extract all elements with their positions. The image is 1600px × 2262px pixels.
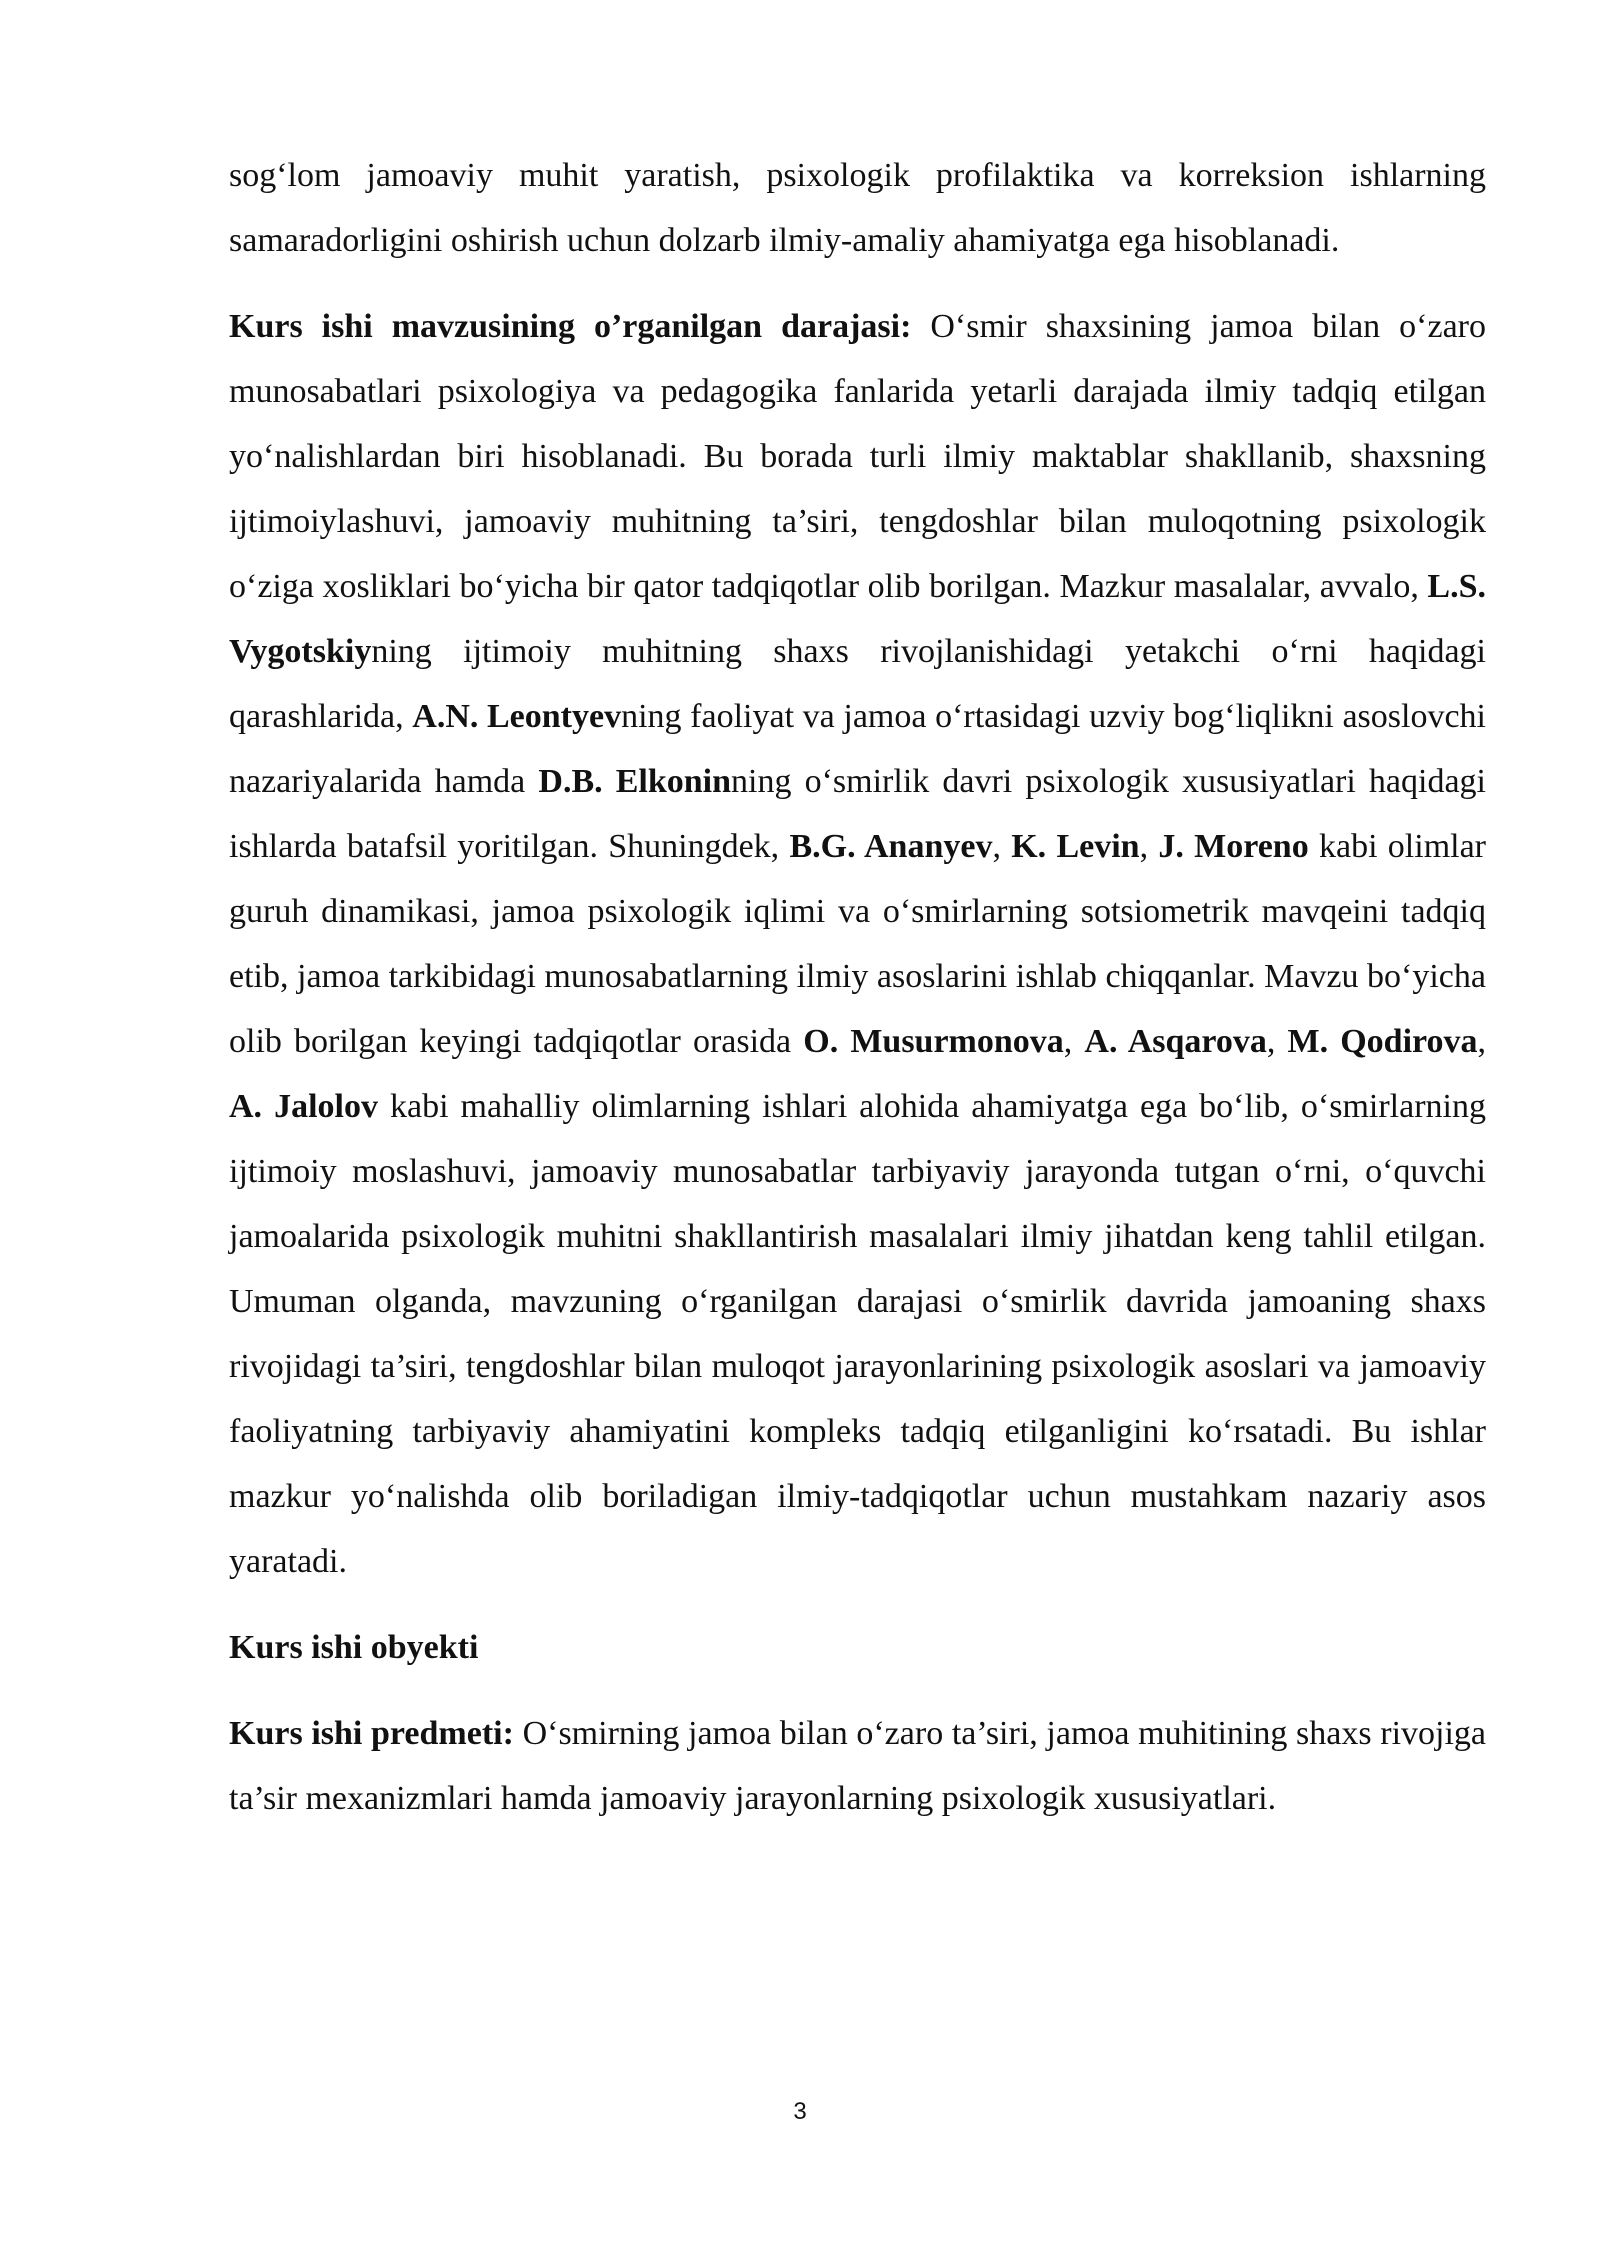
paragraph-text: ning faoliyat va jamoa o‘rtasidagi uzviy bog‘liqlikni asoslovchi nazariyalarida hamda <box>229 698 1486 800</box>
author-name: K. Levin <box>1011 828 1140 865</box>
author-name: D.B. Elkonin <box>538 763 732 800</box>
paragraph-text: O‘smirning jamoa bilan o‘zaro ta’siri, jamoa muhitining shaxs rivojiga ta’sir mexanizmlari hamda jamoaviy jarayonlarning psixologik xususiyatlari. <box>229 1715 1486 1817</box>
page-body <box>229 143 1486 1831</box>
paragraph-object <box>229 1615 1486 1680</box>
author-name: B.G. Ananyev <box>789 828 993 865</box>
separator: , <box>1063 1023 1085 1060</box>
paragraph-text: kabi mahalliy olimlarning ishlari alohida ahamiyatga ega bo‘lib, o‘smirlarning ijtimoiy moslashuvi, jamoaviy munosabatlar tarbiyaviy jarayonda tutgan o‘rni, o‘quvchi jamoalarida psixologik muhitni shakllantirish masalalari ilmiy jihatdan keng tahlil etilgan. Umuman olganda, mavzuning o‘rganilgan darajasi o‘smirlik davrida jamoaning shaxs rivojidagi ta’siri, tengdoshlar bilan muloqot jarayonlarining psixologik asoslari va jamoaviy faoliyatning tarbiyaviy ahamiyatini kompleks tadqiq etilganligini ko‘rsatadi. Bu ishlar mazkur yo‘nalishda olib boriladigan ilmiy-tadqiqotlar uchun mustahkam nazariy asos yaratadi. <box>229 1088 1486 1580</box>
separator: , <box>1477 1023 1486 1060</box>
paragraph-text: kabi olimlar guruh dinamikasi, jamoa psixologik iqlimi va o‘smirlarning sotsiometrik mavqeini tadqiq etib, jamoa tarkibidagi munosabatlarning ilmiy asoslarini ishlab chiqqanlar. Mavzu bo‘yicha olib borilgan keyingi tadqiqotlar orasida <box>229 828 1487 1060</box>
separator: , <box>1266 1023 1288 1060</box>
separator: , <box>992 828 1012 865</box>
page-number: 3 <box>793 2098 807 2125</box>
paragraph-text: ning o‘smirlik davri psixologik xususiyatlari haqidagi ishlarda batafsil yoritilgan. Shuningdek, <box>229 763 1486 865</box>
author-name: O. Musurmonova <box>803 1023 1064 1060</box>
paragraph-research-level <box>229 294 1486 1594</box>
separator: , <box>1139 828 1159 865</box>
section-heading-research-level: Kurs ishi mavzusining o’rganilgan darajasi: <box>229 308 912 345</box>
author-name: J. Moreno <box>1158 828 1309 865</box>
author-name: A. Asqarova <box>1084 1023 1267 1060</box>
paragraph-text: ning ijtimoiy muhitning shaxs rivojlanishidagi yetakchi o‘rni haqidagi qarashlarida, <box>229 633 1486 735</box>
section-heading-object: Kurs ishi obyekti <box>229 1629 479 1666</box>
paragraph-text: O‘smir shaxsining jamoa bilan o‘zaro munosabatlari psixologiya va pedagogika fanlarida yetarli darajada ilmiy tadqiq etilgan yo‘nalishlardan biri hisoblanadi. Bu borada turli ilmiy maktablar shakllanib, shaxsning ijtimoiylashuvi, jamoaviy muhitning ta’siri, tengdoshlar bilan muloqotning psixologik o‘ziga xosliklari bo‘yicha bir qator tadqiqotlar olib borilgan. Mazkur masalalar, avvalo, <box>229 308 1486 605</box>
author-name: L.S. Vygotskiy <box>229 568 1486 670</box>
author-name: A. Jalolov <box>229 1088 378 1125</box>
paragraph-intro-continuation <box>229 143 1486 273</box>
paragraph-subject <box>229 1701 1486 1831</box>
paragraph-text: sog‘lom jamoaviy muhit yaratish, psixologik profilaktika va korreksion ishlarning samaradorligini oshirish uchun dolzarb ilmiy-amaliy ahamiyatga ega hisoblanadi. <box>229 157 1486 259</box>
section-heading-subject: Kurs ishi predmeti: <box>229 1715 514 1752</box>
author-name: M. Qodirova <box>1287 1023 1478 1060</box>
author-name: A.N. Leontyev <box>412 698 622 735</box>
